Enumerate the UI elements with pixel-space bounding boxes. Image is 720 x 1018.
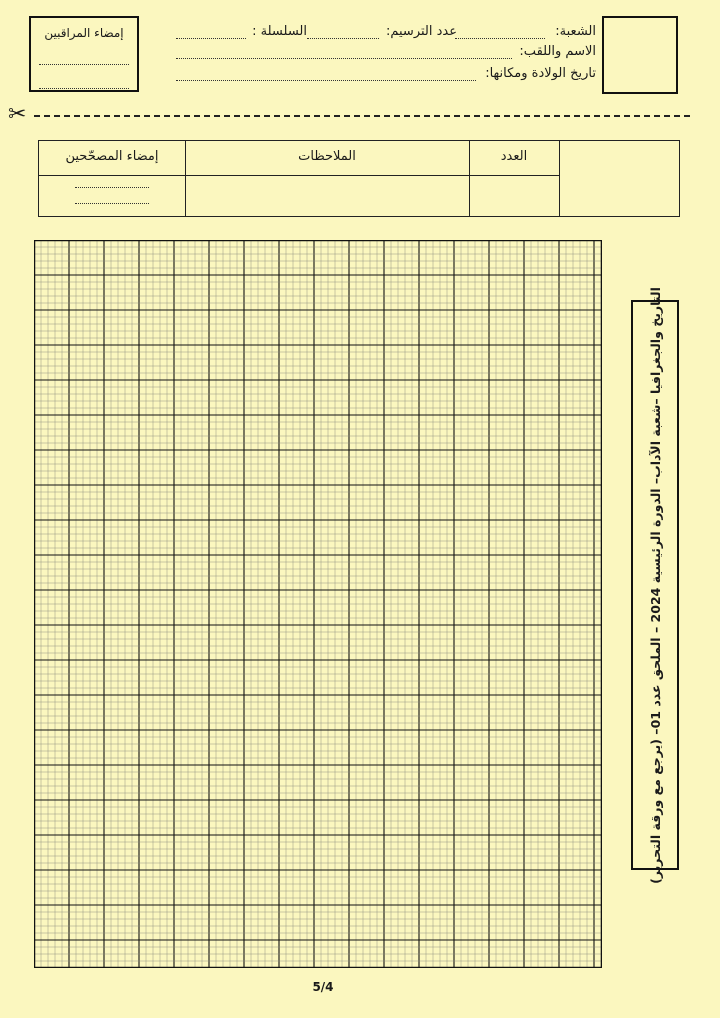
scissors-icon: ✂ (8, 102, 27, 127)
graph-paper-grid (34, 240, 602, 968)
signature-line-2 (39, 88, 129, 89)
candidate-code-box (602, 16, 678, 94)
branch-field[interactable] (455, 38, 545, 39)
corrector-signature-line-2[interactable] (75, 203, 149, 204)
reg-number-label: عدد الترسيم: (385, 24, 457, 39)
col-score-header: العدد (500, 149, 528, 164)
annex-label-box (631, 286, 679, 884)
series-label: السلسلة : (252, 24, 307, 39)
series-field[interactable] (176, 38, 246, 39)
page-number: 5/4 (312, 980, 334, 994)
name-field[interactable] (176, 58, 512, 59)
proctors-signature-box (29, 16, 139, 92)
signature-line-1 (39, 64, 129, 65)
grading-table (38, 140, 680, 217)
cut-line (34, 115, 690, 117)
proctors-signature-label: إمضاء المراقبين (44, 26, 124, 40)
birth-label: تاريخ الولادة ومكانها: (485, 66, 596, 81)
annex-label: التاريخ والجغرافيا –شعبة الآداب– الدورة الرئيسية 2024 – الملحق عدد 01– (يرجع مع ورقة التحرير) (647, 286, 663, 884)
col-signature-header: إمضاء المصحّحين (65, 149, 159, 164)
branch-label: الشعبة: (555, 24, 596, 39)
birth-field[interactable] (176, 80, 476, 81)
corrector-signature-line-1[interactable] (75, 187, 149, 188)
col-notes-header: الملاحظات (298, 149, 356, 164)
name-label: الاسم واللقب: (519, 44, 596, 59)
reg-number-field[interactable] (307, 38, 379, 39)
graph-paper[interactable] (34, 240, 602, 968)
